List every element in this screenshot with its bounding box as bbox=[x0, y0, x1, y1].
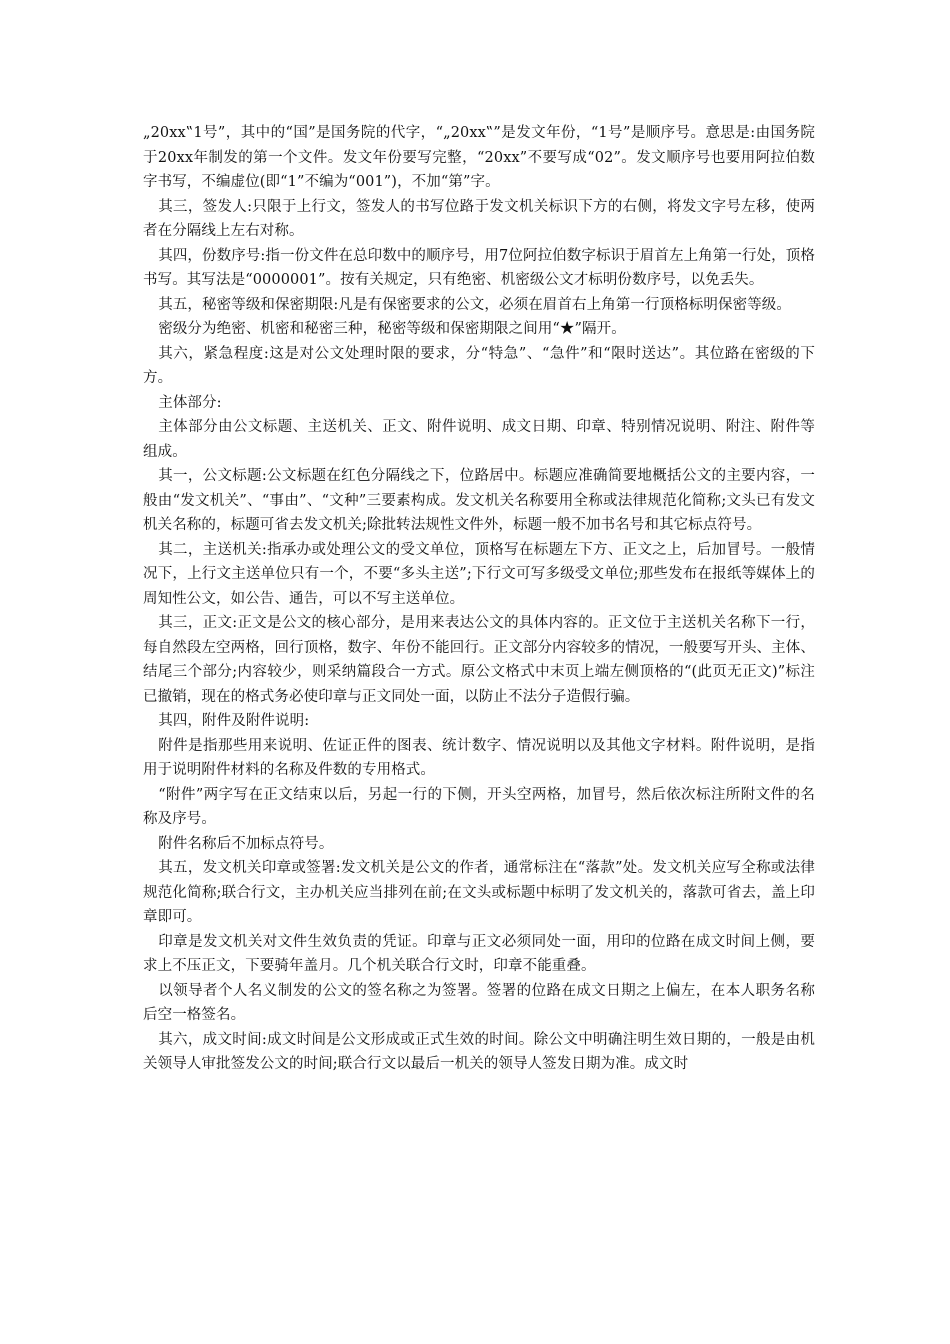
paragraph-secrecy-level: 其五，秘密等级和保密期限:凡是有保密要求的公文，必须在眉首右上角第一行顶格标明保密等级。 bbox=[158, 296, 791, 313]
document-body bbox=[143, 121, 815, 1077]
paragraph-text-body: 其三，正文:正文是公文的核心部分，是用来表达公文的具体内容的。正文位于主送机关名称下一行，每自然段左空两格，回行顶格，数字、年份不能回行。正文部分内容较多的情况，一般要写开头、主体、结尾三个部分;内容较少，则采纳篇段合一方式。原公文格式中末页上端左侧顶格的“(此页无正文)”标注已撤销，现在的格式务必使印章与正文同处一面，以防止不法分子造假行骗。 bbox=[143, 615, 815, 705]
paragraph-seal-rules: 印章是发文机关对文件生效负责的凭证。印章与正文必须同处一面，用印的位路在成文时间上侧，要求上不压正文，下要骑年盖月。几个机关联合行文时，印章不能重叠。 bbox=[143, 933, 815, 974]
paragraph-copy-number: 其四，份数序号:指一份文件在总印数中的顺序号，用7位阿拉伯数字标识于眉首左上角第一行处，顶格书写。其写法是“0000001”。按有关规定，只有绝密、机密级公文才标明份数序号，以免丢失。 bbox=[143, 247, 815, 288]
paragraph-attachment-punctuation: 附件名称后不加标点符号。 bbox=[158, 835, 334, 852]
section-heading-main-body: 主体部分: bbox=[158, 394, 222, 411]
paragraph-attachment-placement: “附件”两字写在正文结束以后，另起一行的下侧，开头空两格，加冒号，然后依次标注所附文件的名称及序号。 bbox=[143, 786, 815, 827]
paragraph-attachment-heading: 其四，附件及附件说明: bbox=[158, 713, 310, 729]
paragraph-issuer-seal: 其五，发文机关印章或签署:发文机关是公文的作者，通常标注在“落款”处。发文机关应写全称或法律规范化简称;联合行文，主办机关应当排列在前;在文头或标题中标明了发文机关的，落款可省去，盖上印章即可。 bbox=[143, 860, 815, 925]
paragraph-attachment-definition: 附件是指那些用来说明、佐证正件的图表、统计数字、情况说明以及其他文字材料。附件说明，是指用于说明附件材料的名称及件数的专用格式。 bbox=[143, 737, 815, 778]
paragraph-secrecy-classes: 密级分为绝密、机密和秘密三种，秘密等级和保密期限之间用“★”隔开。 bbox=[158, 321, 626, 337]
paragraph-doc-number-example: „20xx‟1号”，其中的“国”是国务院的代字，“„20xx‟”是发文年份，“1号”是顺序号。意思是:由国务院于20xx年制发的第一个文件。发文年份要写完整，“20xx”不要写成“02”。发文顺序号也要用阿拉伯数字书写，不编虚位(即“1”不编为“001”)，不加“第”字。 bbox=[143, 125, 815, 190]
paragraph-main-body-components: 主体部分由公文标题、主送机关、正文、附件说明、成文日期、印章、特别情况说明、附注、附件等组成。 bbox=[143, 419, 815, 460]
paragraph-urgency: 其六，紧急程度:这是对公文处理时限的要求，分“特急”、“急件”和“限时送达”。其位路在密级的下方。 bbox=[143, 345, 815, 386]
paragraph-date-of-issue: 其六，成文时间:成文时间是公文形成或正式生效的时间。除公文中明确注明生效日期的，一般是由机关领导人审批签发公文的时间;联合行文以最后一机关的领导人签发日期为准。成文时 bbox=[143, 1031, 815, 1072]
paragraph-recipient: 其二，主送机关:指承办或处理公文的受文单位，顶格写在标题左下方、正文之上，后加冒号。一般情况下，上行文主送单位只有一个，不要“多头主送”;下行文可写多级受文单位;那些发布在报纸等媒体上的周知性公文，如公告、通告，可以不写主送单位。 bbox=[143, 541, 815, 607]
paragraph-signer: 其三，签发人:只限于上行文，签发人的书写位路于发文机关标识下方的右侧，将发文字号左移，使两者在分隔线上左右对称。 bbox=[143, 198, 815, 239]
paragraph-signature: 以领导者个人名义制发的公文的签名称之为签署。签署的位路在成文日期之上偏左，在本人职务名称后空一格签名。 bbox=[143, 982, 815, 1023]
paragraph-title: 其一，公文标题:公文标题在红色分隔线之下，位路居中。标题应准确简要地概括公文的主要内容，一般由“发文机关”、“事由”、“文种”三要素构成。发文机关名称要用全称或法律规范化简称;文头已有发文机关名称的，标题可省去发文机关;除批转法规性文件外，标题一般不加书名号和其它标点符号。 bbox=[143, 468, 815, 533]
